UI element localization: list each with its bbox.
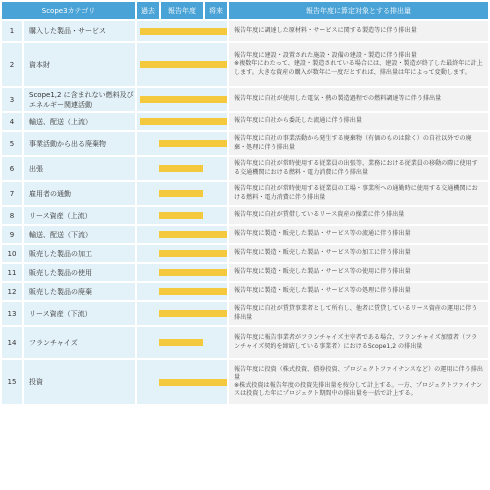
row-number: 2 (2, 43, 22, 86)
row-description: 報告年度に製造・販売した製品・サービス等の流通に伴う排出量 (229, 226, 488, 243)
timeline-cell (137, 302, 227, 325)
timeline-bar (140, 61, 227, 68)
timeline-bar (159, 140, 227, 147)
timeline-cell (137, 43, 227, 86)
timeline-cell (137, 283, 227, 300)
header-past: 過去 (137, 2, 159, 19)
table-row (2, 283, 488, 300)
timeline-cell (137, 157, 227, 180)
table-row (2, 302, 488, 325)
table-row (2, 226, 488, 243)
row-description: 報告年度に自社の事業活動から発生する廃棄物（有価のものは除く）の自社以外での廃棄・処理に伴う排出量 (229, 132, 488, 155)
header-future: 将来 (205, 2, 227, 19)
row-number: 1 (2, 21, 22, 41)
header-category: Scope3カテゴリ (2, 2, 135, 19)
timeline-bar (140, 118, 227, 125)
row-description: 報告年度に製造・販売した製品・サービス等の加工に伴う排出量 (229, 245, 488, 262)
row-category-name: 事業活動から出る廃棄物 (24, 132, 135, 155)
header-row (2, 2, 488, 19)
row-description: 報告年度に製造・販売した製品・サービス等の処理に伴う排出量 (229, 283, 488, 300)
table-row (2, 88, 488, 111)
timeline-cell (137, 113, 227, 130)
timeline-bar (159, 339, 203, 346)
timeline-cell (137, 182, 227, 205)
table-row (2, 157, 488, 180)
timeline-cell (137, 88, 227, 111)
timeline-cell (137, 226, 227, 243)
row-description: 報告年度に自社が使用した電気・熱の製造過程での燃料調達等に伴う排出量 (229, 88, 488, 111)
timeline-bar (159, 165, 203, 172)
table-row (2, 132, 488, 155)
row-description: 報告年度に投資（株式投資、債券投資、プロジェクトファイナンスなど）の運用に伴う排出量 ※株式投資は報告年度の投資先排出量を按分して計上する。一方、プロジェクトファイナンスは投資した年にプロジェクト期間中の排出量を一括で計上する。 (229, 360, 488, 404)
row-category-name: 購入した製品・サービス (24, 21, 135, 41)
timeline-bar (159, 250, 227, 257)
row-category-name: リース資産（上流） (24, 207, 135, 224)
timeline-bar (159, 231, 227, 238)
table-row (2, 327, 488, 358)
row-number: 4 (2, 113, 22, 130)
row-description: 報告年度に自社から委託した流通に伴う排出量 (229, 113, 488, 130)
timeline-cell (137, 245, 227, 262)
row-category-name: リース資産（下流） (24, 302, 135, 325)
row-category-name: 出張 (24, 157, 135, 180)
row-number: 13 (2, 302, 22, 325)
row-number: 14 (2, 327, 22, 358)
timeline-cell (137, 132, 227, 155)
row-number: 6 (2, 157, 22, 180)
table-row (2, 113, 488, 130)
timeline-bar (159, 288, 227, 295)
row-description: 報告年度に建設・設置された施設・設備の建設・製造に伴う排出量 ※複数年にわたって、建設・製造されている場合には、建設・製造が終了した最終年に計上します。大きな資産の購入が数年に一度だとすれば、排出量は年によって変動します。 (229, 43, 488, 86)
row-description: 報告年度に自社が常時使用する従業員の出張等、業務における従業員の移動の際に使用する交通機関における燃料・電力消費に伴う排出量 (229, 157, 488, 180)
row-category-name: 輸送、配送（下流） (24, 226, 135, 243)
row-description: 報告年度に自社が賃貸事業者として所有し、他者に賃貸しているリース資産の運用に伴う排出量 (229, 302, 488, 325)
timeline-bar (159, 212, 203, 219)
table-row (2, 264, 488, 281)
timeline-bar (140, 28, 227, 35)
table-body (2, 21, 488, 404)
row-number: 10 (2, 245, 22, 262)
row-number: 9 (2, 226, 22, 243)
timeline-cell (137, 264, 227, 281)
row-category-name: 雇用者の通勤 (24, 182, 135, 205)
row-number: 5 (2, 132, 22, 155)
table-row (2, 182, 488, 205)
row-number: 7 (2, 182, 22, 205)
row-number: 3 (2, 88, 22, 111)
timeline-cell (137, 327, 227, 358)
row-number: 11 (2, 264, 22, 281)
header-target: 報告年度に算定対象とする排出量 (229, 2, 488, 19)
row-category-name: 投資 (24, 360, 135, 404)
timeline-bar (140, 96, 227, 103)
row-number: 12 (2, 283, 22, 300)
timeline-bar (159, 190, 203, 197)
row-category-name: 販売した製品の廃棄 (24, 283, 135, 300)
row-category-name: 資本財 (24, 43, 135, 86)
row-number: 15 (2, 360, 22, 404)
row-category-name: フランチャイズ (24, 327, 135, 358)
row-number: 8 (2, 207, 22, 224)
timeline-bar (159, 310, 227, 317)
row-category-name: 販売した製品の使用 (24, 264, 135, 281)
row-description: 報告年度に自社が賃借しているリース資産の操業に伴う排出量 (229, 207, 488, 224)
table-row (2, 21, 488, 41)
table-row (2, 360, 488, 404)
header-year: 報告年度 (161, 2, 203, 19)
timeline-cell (137, 21, 227, 41)
timeline-cell (137, 360, 227, 404)
row-description: 報告年度に調達した原材料・サービスに関する製造等に伴う排出量 (229, 21, 488, 41)
timeline-cell (137, 207, 227, 224)
row-description: 報告年度に製造・販売した製品・サービス等の使用に伴う排出量 (229, 264, 488, 281)
table-row (2, 43, 488, 86)
row-description: 報告年度に報告事業者がフランチャイズ主宰者である場合、フランチャイズ加盟者（フランチャイズ契約を締結している事業者）におけるScope1,2 の排出量 (229, 327, 488, 358)
row-description: 報告年度に自社が常時使用する従業員の工場・事業所への通勤時に使用する交通機関における燃料・電力消費に伴う排出量 (229, 182, 488, 205)
timeline-bar (159, 269, 227, 276)
table-row (2, 207, 488, 224)
timeline-bar (159, 379, 227, 386)
table-row (2, 245, 488, 262)
row-category-name: 販売した製品の加工 (24, 245, 135, 262)
row-category-name: Scope1,2 に含まれない燃料及びエネルギー関連活動 (24, 88, 135, 111)
row-category-name: 輸送、配送（上流） (24, 113, 135, 130)
